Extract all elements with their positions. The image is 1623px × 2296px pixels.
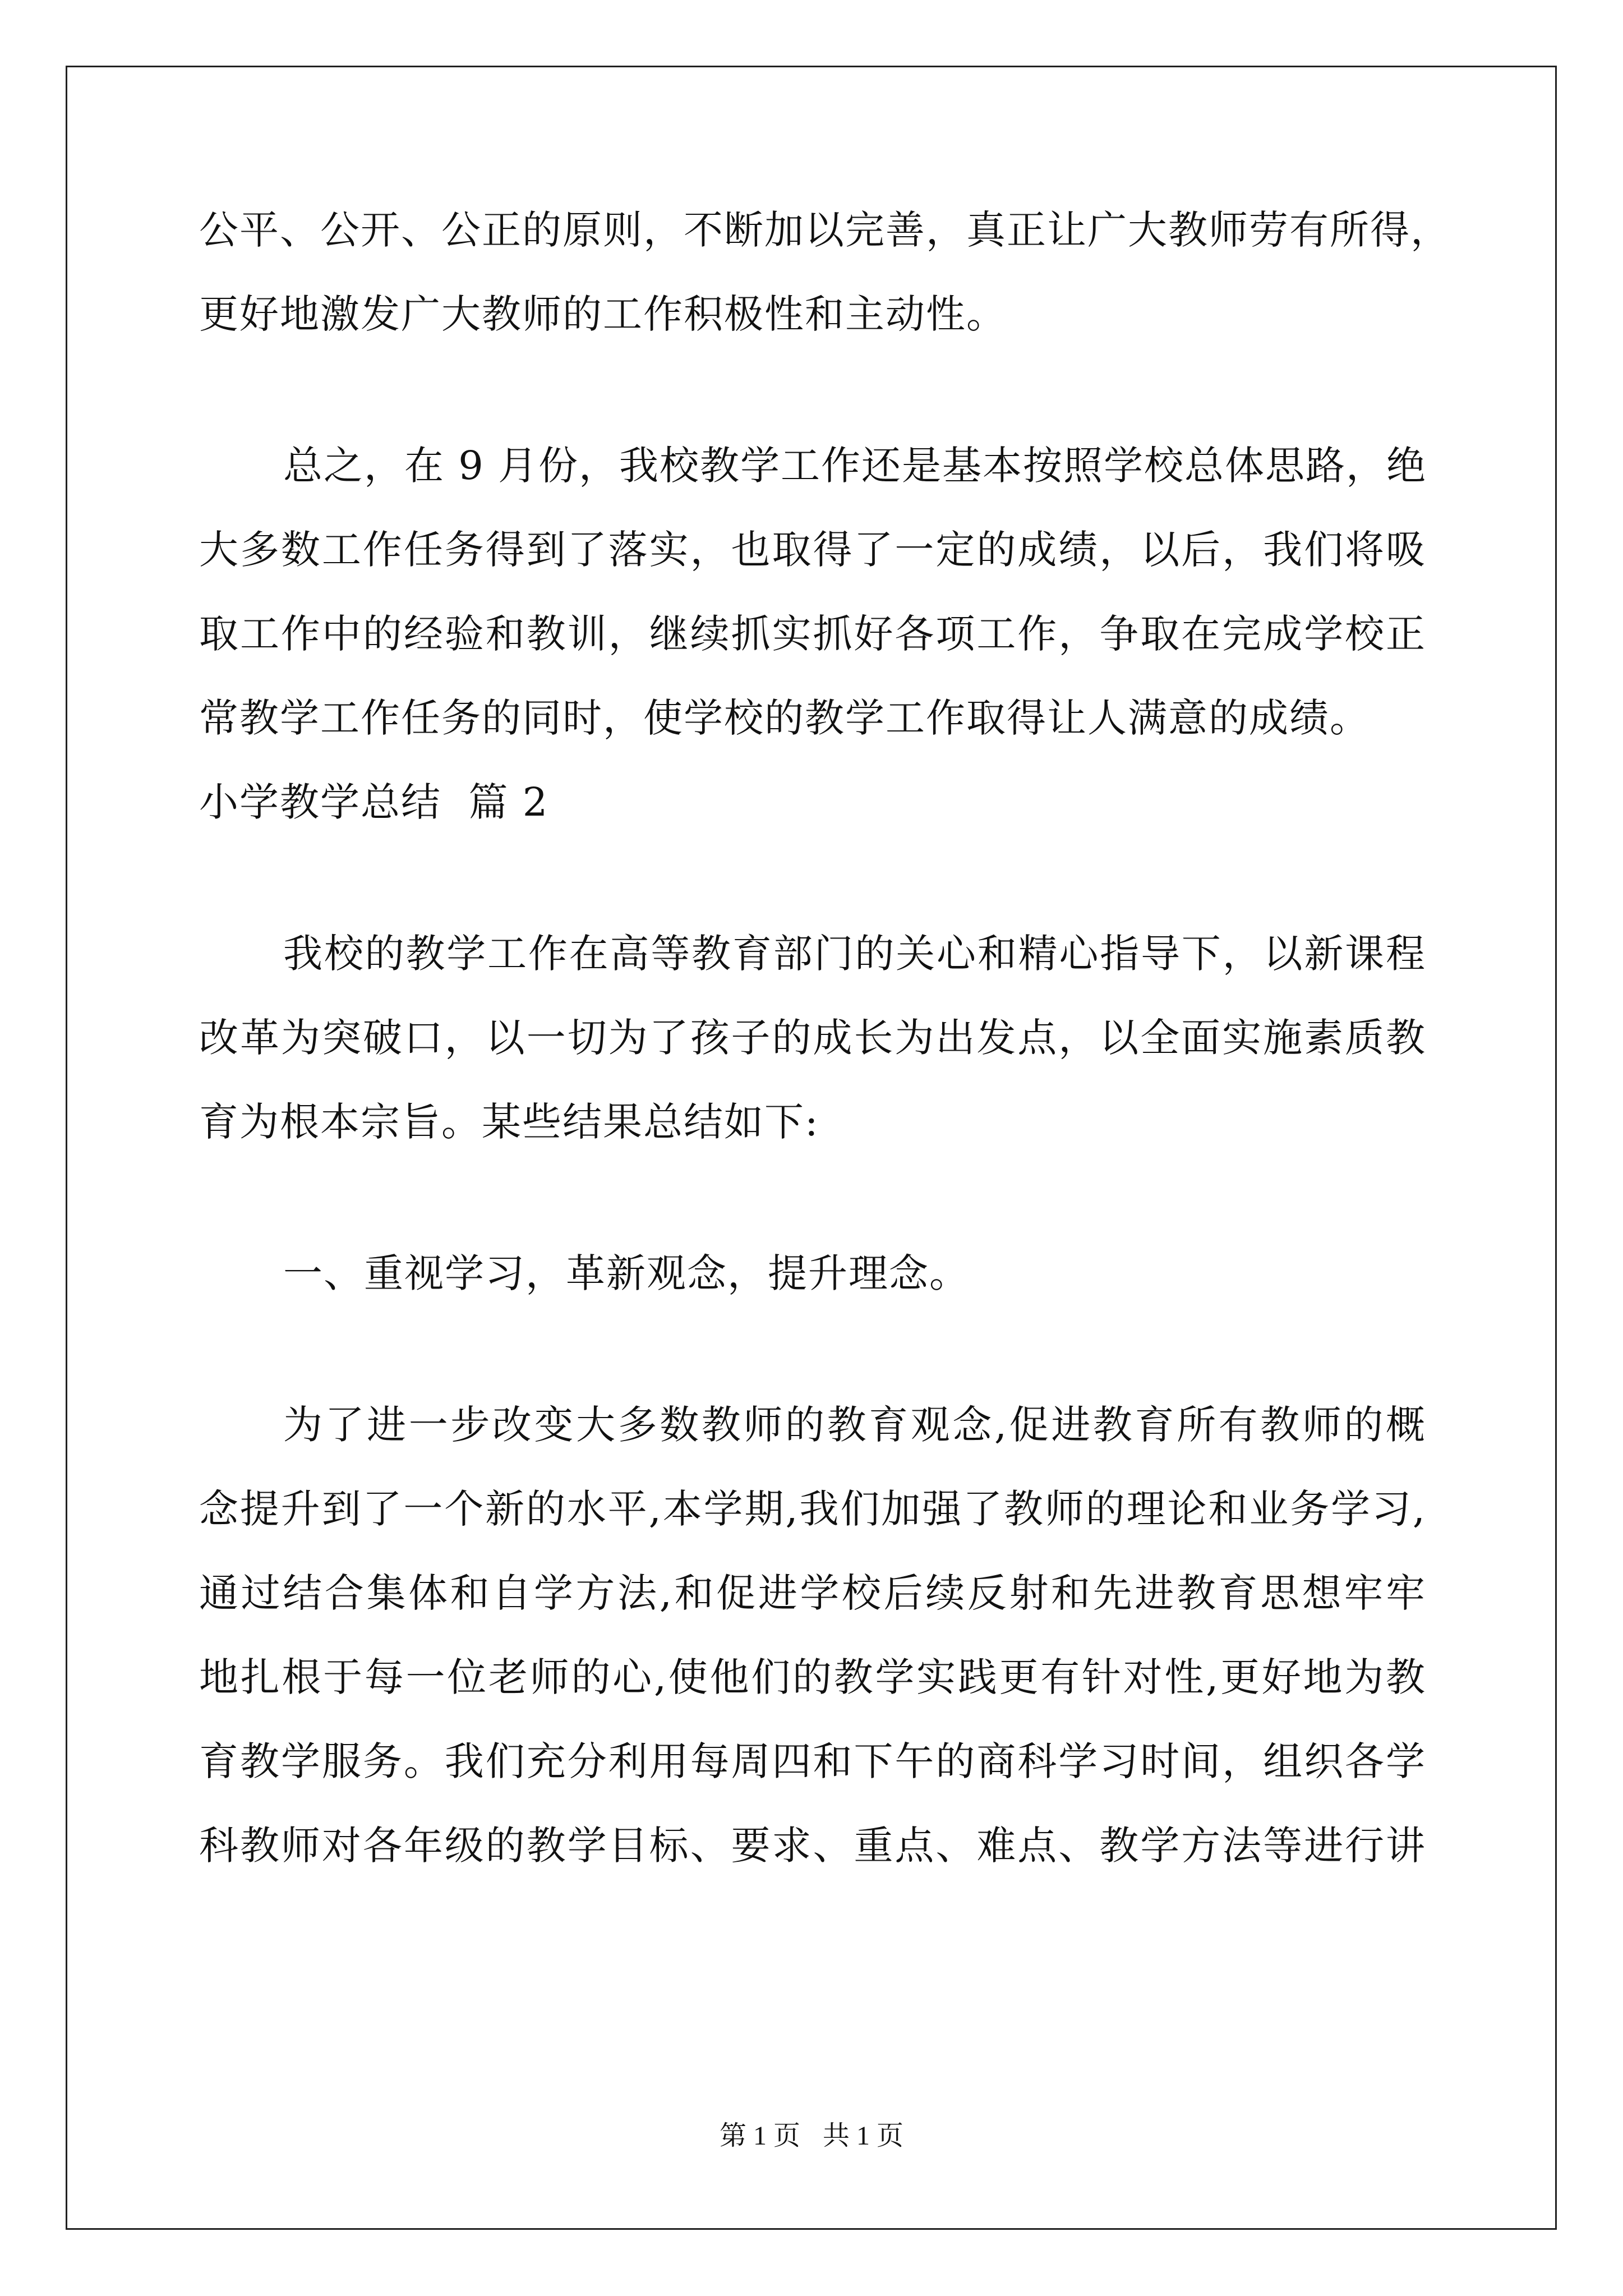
body-text-line: 地扎根于每一位老师的心,使他们的教学实践更有针对性,更好地为教 xyxy=(199,1654,1426,1700)
body-text-line: 为了进一步改变大多数教师的教育观念,促进教育所有教师的概 xyxy=(283,1402,1426,1448)
body-text-line: 取工作中的经验和教训，继续抓实抓好各项工作，争取在完成学校正 xyxy=(199,611,1426,657)
body-text-line: 育教学服务。我们充分利用每周四和下午的商科学习时间，组织各学 xyxy=(199,1738,1426,1784)
body-text-line: 我校的教学工作在高等教育部门的关心和精心指导下，以新课程 xyxy=(283,931,1426,977)
body-text-line: 育为根本宗旨。某些结果总结如下: xyxy=(199,1099,819,1145)
body-text-line: 常教学工作任务的同时，使学校的教学工作取得让人满意的成绩。 xyxy=(199,695,1370,741)
page-border xyxy=(66,66,1557,2230)
subheading: 一、重视学习，革新观念，提升理念。 xyxy=(283,1250,970,1296)
body-text-line: 公平、公开、公正的原则，不断加以完善，真正让广大教师劳有所得， xyxy=(199,207,1451,253)
body-text-line: 科教师对各年级的教学目标、要求、重点、难点、教学方法等进行讲 xyxy=(199,1823,1426,1869)
page-number: 第 1 页 xyxy=(719,2121,800,2151)
page-footer xyxy=(0,2119,1623,2153)
body-text-line: 改革为突破口，以一切为了孩子的成长为出发点，以全面实施素质教 xyxy=(199,1015,1426,1061)
body-text-line: 大多数工作任务得到了落实，也取得了一定的成绩，以后，我们将吸 xyxy=(199,527,1426,573)
section-heading: 小学教学总结 篇 2 xyxy=(199,779,549,825)
body-text-line: 总之，在 9 月份，我校教学工作还是基本按照学校总体思路，绝 xyxy=(283,443,1427,489)
page-total: 共 1 页 xyxy=(823,2121,904,2151)
body-text-line: 更好地激发广大教师的工作积极性和主动性。 xyxy=(199,291,1007,337)
body-text-line: 念提升到了一个新的水平,本学期,我们加强了教师的理论和业务学习, xyxy=(199,1486,1426,1532)
body-text-line: 通过结合集体和自学方法,和促进学校后续反射和先进教育思想牢牢 xyxy=(199,1570,1426,1616)
